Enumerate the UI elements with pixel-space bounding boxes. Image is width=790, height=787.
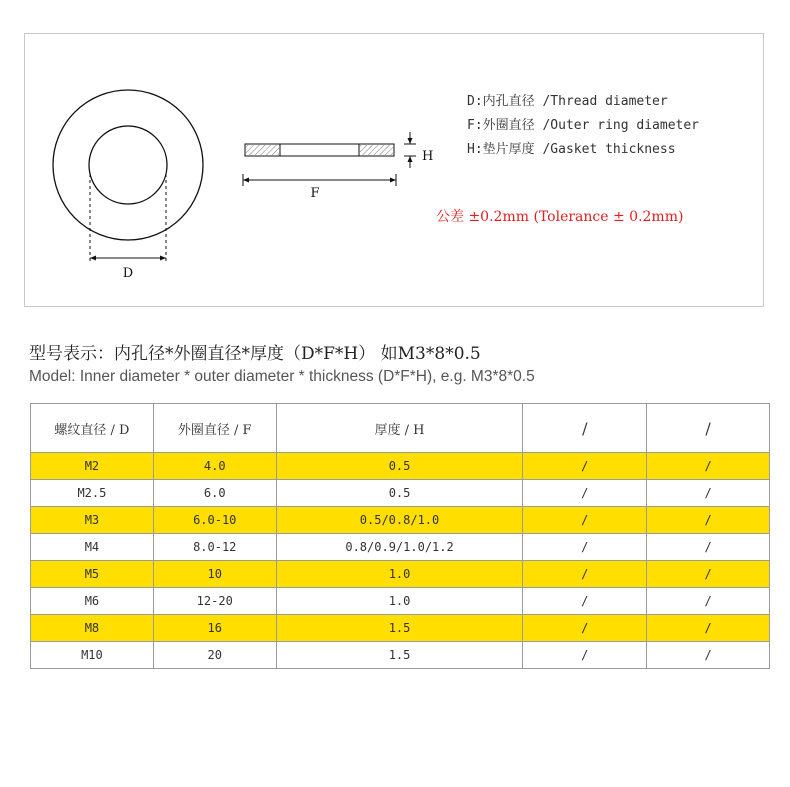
cell-h: 1.5 <box>276 615 523 642</box>
cell-h: 0.5 <box>276 453 523 480</box>
cell-extra: / <box>647 534 770 561</box>
table-header-row <box>31 404 770 453</box>
cell-f: 6.0-10 <box>153 507 276 534</box>
h-arrow-bottom <box>408 156 413 162</box>
f-arrow-right <box>390 178 396 183</box>
cell-d: M2 <box>31 453 154 480</box>
d-arrow-right <box>160 256 166 261</box>
cell-d: M8 <box>31 615 154 642</box>
table-row <box>31 588 770 615</box>
cell-f: 20 <box>153 642 276 669</box>
side-hatch-left <box>246 145 279 155</box>
cell-f: 10 <box>153 561 276 588</box>
h-arrow-top <box>408 138 413 144</box>
table-row <box>31 480 770 507</box>
cell-extra: / <box>523 507 647 534</box>
cell-d: M3 <box>31 507 154 534</box>
cell-f: 4.0 <box>153 453 276 480</box>
cell-d: M2.5 <box>31 480 154 507</box>
cell-extra: / <box>647 507 770 534</box>
outer-circle <box>53 90 203 240</box>
tolerance-note: 公差 ±0.2mm (Tolerance ± 0.2mm) <box>436 209 684 225</box>
cell-f: 8.0-12 <box>153 534 276 561</box>
d-arrow-left <box>90 256 96 261</box>
header-h: 厚度 / H <box>276 404 523 453</box>
cell-f: 6.0 <box>153 480 276 507</box>
cell-extra: / <box>523 453 647 480</box>
f-arrow-left <box>243 178 249 183</box>
table-row <box>31 534 770 561</box>
header-d: 螺纹直径 / D <box>31 404 154 453</box>
model-format-english: Model: Inner diameter * outer diameter * thickness (D*F*H), e.g. M3*8*0.5 <box>29 368 535 385</box>
cell-d: M4 <box>31 534 154 561</box>
cell-extra: / <box>647 453 770 480</box>
legend-h: H:垫片厚度 /Gasket thickness <box>467 142 676 157</box>
cell-extra: / <box>523 561 647 588</box>
table-row <box>31 561 770 588</box>
cell-h: 1.5 <box>276 642 523 669</box>
cell-extra: / <box>523 588 647 615</box>
cell-extra: / <box>523 615 647 642</box>
washer-diagram <box>24 33 764 307</box>
table-row <box>31 453 770 480</box>
cell-extra: / <box>523 480 647 507</box>
label-d: D <box>122 266 134 281</box>
cell-extra: / <box>647 588 770 615</box>
cell-f: 12-20 <box>153 588 276 615</box>
cell-extra: / <box>523 534 647 561</box>
header-extra-1: / <box>523 404 647 453</box>
cell-extra: / <box>647 480 770 507</box>
table-row <box>31 642 770 669</box>
label-f: F <box>310 186 320 201</box>
legend-d: D:内孔直径 /Thread diameter <box>467 94 668 109</box>
inner-circle <box>89 126 167 204</box>
cell-h: 0.5 <box>276 480 523 507</box>
cell-d: M10 <box>31 642 154 669</box>
header-extra-2: / <box>647 404 770 453</box>
side-hatch-right <box>360 145 393 155</box>
cell-d: M6 <box>31 588 154 615</box>
legend-f: F:外圈直径 /Outer ring diameter <box>467 118 700 133</box>
header-f: 外圈直径 / F <box>153 404 276 453</box>
cell-d: M5 <box>31 561 154 588</box>
cell-f: 16 <box>153 615 276 642</box>
label-h: H <box>422 149 434 164</box>
spec-table <box>30 403 770 669</box>
cell-extra: / <box>523 642 647 669</box>
table-row <box>31 507 770 534</box>
cell-extra: / <box>647 642 770 669</box>
cell-h: 0.5/0.8/1.0 <box>276 507 523 534</box>
table-row <box>31 615 770 642</box>
model-format-chinese: 型号表示：内孔径*外圈直径*厚度（D*F*H） 如M3*8*0.5 <box>29 344 481 364</box>
cell-h: 1.0 <box>276 588 523 615</box>
cell-extra: / <box>647 615 770 642</box>
cell-extra: / <box>647 561 770 588</box>
dimension-legend <box>467 90 699 162</box>
washer-drawing <box>25 34 765 308</box>
cell-h: 0.8/0.9/1.0/1.2 <box>276 534 523 561</box>
cell-h: 1.0 <box>276 561 523 588</box>
